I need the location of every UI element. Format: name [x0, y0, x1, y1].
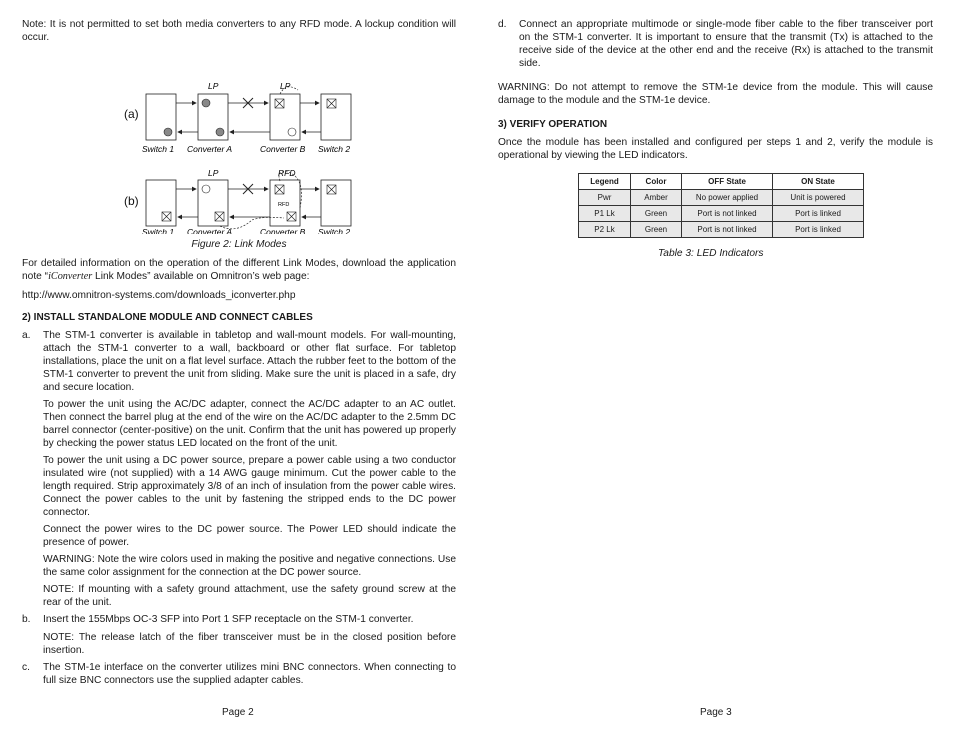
right-page	[498, 18, 933, 260]
row-b-switch2-label: Switch 2	[318, 227, 351, 234]
download-url[interactable]: http://www.omnitron-systems.com/downloads_iconverter.php	[22, 290, 296, 301]
row-b-switch2	[321, 180, 351, 226]
section3-title: 3) VERIFY OPERATION	[498, 119, 608, 130]
row-a-label: (a)	[124, 107, 139, 121]
header-on-state: ON State	[773, 174, 864, 190]
detail-pre: For detailed information on the operation of the different Link Modes, download the application note “	[22, 258, 456, 282]
cell-legend: P1 Lk	[579, 206, 631, 222]
row-a-converter-b-label: Converter B	[260, 144, 306, 154]
link-modes-figure	[22, 48, 456, 234]
row-a-switch2-label: Switch 2	[318, 144, 351, 154]
row-a-switch2	[321, 94, 351, 140]
row-b-converter-a-label: Converter A	[187, 227, 233, 234]
detail-post: Link Modes” available on Omnitron’s web page:	[92, 271, 310, 282]
cell-off-state: Port is not linked	[682, 206, 773, 222]
detail-italic: iConverter	[48, 271, 93, 282]
row-b-lp2: RFD	[278, 168, 296, 178]
row-b-switch1	[146, 180, 176, 226]
row-a-converter-a-label: Converter A	[187, 144, 233, 154]
item-b-note: NOTE: The release latch of the fiber transceiver must be in the closed position before insertion.	[43, 632, 456, 656]
row-b-converter-b-label: Converter B	[260, 227, 306, 234]
row-a-converter-b	[270, 94, 300, 140]
table-row	[579, 222, 864, 238]
item-d-text: Connect an appropriate multimode or single-mode fiber cable to the fiber transceiver port on the STM-1 converter. It is important to ensure that the transmit (Tx) is attached to the receive side of the device at the other end and the receive (Rx) is attached to the transmit side.	[519, 19, 933, 69]
row-a-lp2: LP	[280, 81, 291, 91]
item-a	[22, 329, 456, 394]
table-caption: Table 3: LED Indicators	[658, 248, 764, 259]
item-a-ac: To power the unit using the AC/DC adapter, connect the AC/DC adapter to an AC outlet. Then connect the barrel plug at the end of the wire on the AC/DC adapter to the 2.5mm DC barrel connector (center-positive) on the unit. Confirm that the unit has powered up properly by checking the power status LED located on the front of the unit.	[43, 399, 456, 449]
page-number-right: Page 3	[700, 707, 732, 718]
item-a-marker: a.	[22, 330, 31, 341]
left-page	[22, 18, 456, 687]
row-b-switch1-label: Switch 1	[142, 227, 175, 234]
header-off-state: OFF State	[682, 174, 773, 190]
note-lockup: Note: It is not permitted to set both media converters to any RFD mode. A lockup condition will occur.	[22, 19, 456, 43]
page-number-left: Page 2	[222, 707, 254, 718]
item-b-text: Insert the 155Mbps OC-3 SFP into Port 1 SFP receptacle on the STM-1 converter.	[43, 614, 414, 625]
led-table-header	[579, 174, 864, 190]
item-b	[22, 613, 456, 626]
item-a-connect: Connect the power wires to the DC power source. The Power LED should indicate the presence of power.	[43, 524, 456, 548]
item-c-marker: c.	[22, 662, 30, 673]
row-a-switch1	[146, 94, 176, 140]
cell-on-state: Unit is powered	[773, 190, 864, 206]
row-a-lp1: LP	[208, 81, 219, 91]
row-b-converter-a	[198, 180, 228, 226]
section3-text: Once the module has been installed and configured per steps 1 and 2, verify the module is operational by viewing the LED indicators.	[498, 137, 933, 161]
warning-text: WARNING: Do not attempt to remove the STM-1e device from the module. This will cause damage to the module and the STM-1e device.	[498, 82, 933, 106]
item-a-note: NOTE: If mounting with a safety ground attachment, use the safety ground screw at the rear of the unit.	[43, 584, 456, 608]
detail-paragraph	[22, 257, 456, 283]
header-color: Color	[631, 174, 682, 190]
item-a-text: The STM-1 converter is available in tabletop and wall-mount models. For wall-mounting, attach the STM-1 converter to a wall, backboard or other flat surface. For tabletop installations, place the unit on a flat level surface. Attach the rubber feet to the bottom of the STM-1 converter to prevent the unit from sliding. Make sure the unit is placed in a safe, dry and secure location.	[43, 330, 456, 393]
row-b-rfd-inner: RFD	[278, 202, 290, 208]
cell-legend: Pwr	[579, 190, 631, 206]
row-b-converter-b	[270, 180, 300, 226]
figure-caption: Figure 2: Link Modes	[191, 239, 287, 250]
item-c-text: The STM-1e interface on the converter utilizes mini BNC connectors. When connecting to full size BNC connectors use the supplied adapter cables.	[43, 662, 456, 686]
section2-title: 2) INSTALL STANDALONE MODULE AND CONNECT CABLES	[22, 312, 313, 323]
row-b-lp1: LP	[208, 168, 219, 178]
led-table	[578, 173, 864, 238]
cell-off-state: No power applied	[682, 190, 773, 206]
item-b-marker: b.	[22, 614, 31, 625]
cell-on-state: Port is linked	[773, 222, 864, 238]
header-legend: Legend	[579, 174, 631, 190]
item-a-dc: To power the unit using a DC power source, prepare a power cable using a two conductor insulated wire (not supplied) with a 14 AWG gauge minimum. Cut the power cable to the length required. Strip approximately 3/8 of an inch of insulation from the power cable wires. Connect the power cables to the unit by fastening the stripped ends to the DC power connector.	[43, 455, 456, 518]
item-a-warning: WARNING: Note the wire colors used in making the positive and negative connections. Use the same color assignment for the connection at the DC power source.	[43, 554, 456, 578]
cell-legend: P2 Lk	[579, 222, 631, 238]
cell-color: Green	[631, 206, 682, 222]
table-row	[579, 190, 864, 206]
item-d-marker: d.	[498, 19, 507, 30]
row-a-converter-a	[198, 94, 228, 140]
cell-on-state: Port is linked	[773, 206, 864, 222]
row-b-label: (b)	[124, 194, 139, 208]
item-c	[22, 661, 456, 687]
item-d	[498, 18, 933, 70]
cell-off-state: Port is not linked	[682, 222, 773, 238]
row-a-switch1-label: Switch 1	[142, 144, 175, 154]
cell-color: Amber	[631, 190, 682, 206]
cell-color: Green	[631, 222, 682, 238]
table-row	[579, 206, 864, 222]
